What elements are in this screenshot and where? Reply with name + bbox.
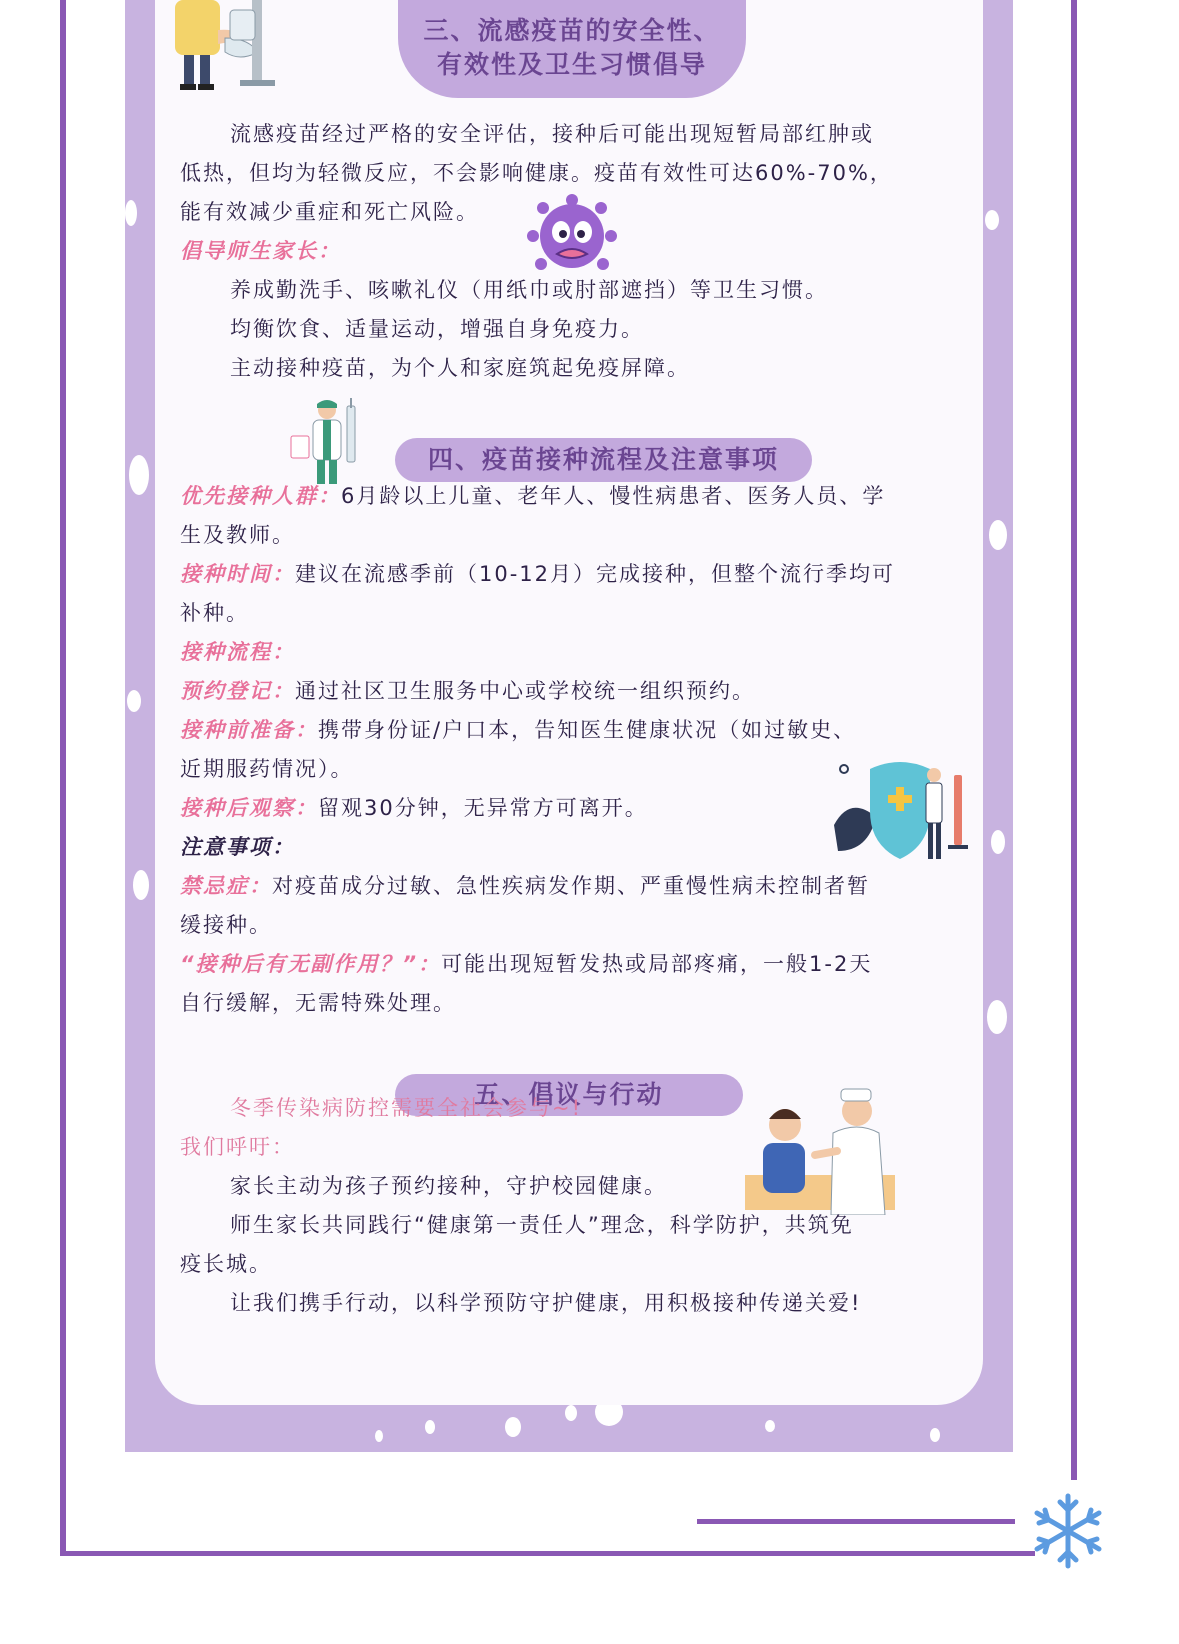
- decor-dot: [987, 1000, 1007, 1034]
- faq-text: 可能出现短暂发热或局部疼痛，一般1-2天: [441, 952, 873, 976]
- time-line: [180, 558, 895, 588]
- section-3-title-line2: 有效性及卫生习惯倡导: [436, 50, 707, 79]
- frame-left-line: [60, 0, 66, 1555]
- decor-dot: [565, 1405, 577, 1421]
- decor-dot: [989, 520, 1007, 550]
- decor-dot: [425, 1420, 435, 1434]
- prep-line: [180, 714, 856, 744]
- notes-label: 注意事项：: [180, 835, 295, 859]
- decor-dot: [985, 210, 999, 230]
- handwashing-illustration-icon: [170, 0, 285, 92]
- virus-mascot-icon: [523, 192, 621, 280]
- call-item-2: 师生家长共同践行“健康第一责任人”理念，科学防护，共筑免: [230, 1213, 854, 1237]
- slogan-text: 冬季传染病防控需要全社会参与~!: [230, 1096, 583, 1120]
- advocate-item-3: 主动接种疫苗，为个人和家庭筑起免疫屏障。: [230, 356, 690, 380]
- booking-line: [180, 675, 755, 705]
- faq-text-cont: 自行缓解，无需特殊处理。: [180, 991, 456, 1015]
- decor-dot: [375, 1430, 383, 1442]
- call-item-3: 让我们携手行动，以科学预防守护健康，用积极接种传递关爱!: [230, 1291, 862, 1315]
- call-item-1: 家长主动为孩子预约接种，守护校园健康。: [230, 1174, 667, 1198]
- call-item-2-cont: 疫长城。: [180, 1252, 272, 1276]
- section-3-paragraph-line3: 能有效减少重症和死亡风险。: [180, 200, 479, 224]
- decor-dot: [127, 690, 141, 712]
- doctor-syringe-illustration-icon: [287, 396, 372, 488]
- frame-right-line: [1071, 0, 1077, 1480]
- observe-text: 留观30分钟，无异常方可离开。: [318, 796, 648, 820]
- advocate-item-1: 养成勤洗手、咳嗽礼仪（用纸巾或肘部遮挡）等卫生习惯。: [230, 278, 828, 302]
- decor-dot: [129, 455, 149, 495]
- decor-dot: [125, 200, 137, 226]
- frame-bottom-accent-line: [697, 1519, 1015, 1524]
- advocate-item-2: 均衡饮食、适量运动，增强自身免疫力。: [230, 317, 644, 341]
- time-label: 接种时间：: [180, 562, 295, 586]
- priority-line: [180, 480, 885, 510]
- priority-label: 优先接种人群：: [180, 484, 341, 508]
- faq-label: “接种后有无副作用？”：: [180, 952, 442, 976]
- priority-text-cont: 生及教师。: [180, 523, 295, 547]
- advocate-label: 倡导师生家长：: [180, 239, 341, 263]
- section-3-title: [398, 0, 746, 98]
- frame-bottom-line: [60, 1551, 1035, 1556]
- section-4-title: 四、疫苗接种流程及注意事项: [395, 438, 812, 482]
- nurse-child-vaccination-icon: [745, 1085, 915, 1215]
- time-text-cont: 补种。: [180, 601, 249, 625]
- contra-text: 对疫苗成分过敏、急性疾病发作期、严重慢性病未控制者暂: [272, 874, 870, 898]
- prep-text-cont: 近期服药情况）。: [180, 757, 354, 781]
- section-3-title-line1: 三、流感疫苗的安全性、: [423, 16, 721, 45]
- prep-text: 携带身份证/户口本，告知医生健康状况（如过敏史、: [318, 718, 857, 742]
- decor-dot: [930, 1428, 940, 1442]
- booking-label: 预约登记：: [180, 679, 295, 703]
- contra-text-cont: 缓接种。: [180, 913, 272, 937]
- observe-line: [180, 792, 648, 822]
- section-3-paragraph-line1: 流感疫苗经过严格的安全评估，接种后可能出现短暂局部红肿或: [230, 122, 874, 146]
- section-5-title: 五、倡议与行动: [395, 1074, 743, 1116]
- contra-line: [180, 870, 870, 900]
- priority-text: 6月龄以上儿童、老年人、慢性病患者、医务人员、学: [341, 484, 886, 508]
- decor-dot: [133, 870, 149, 900]
- decor-dot: [991, 830, 1005, 854]
- section-3-paragraph-line2: 低热，但均为轻微反应，不会影响健康。疫苗有效性可达60%-70%，: [180, 161, 893, 185]
- call-label: 我们呼吁：: [180, 1135, 295, 1159]
- prep-label: 接种前准备：: [180, 718, 318, 742]
- shield-doctor-illustration-icon: [830, 755, 970, 870]
- process-label: 接种流程：: [180, 640, 295, 664]
- decor-dot: [505, 1417, 521, 1437]
- decor-dot: [765, 1420, 775, 1432]
- faq-line: [180, 948, 872, 978]
- time-text: 建议在流感季前（10-12月）完成接种，但整个流行季均可: [295, 562, 896, 586]
- contra-label: 禁忌症：: [180, 874, 272, 898]
- booking-text: 通过社区卫生服务中心或学校统一组织预约。: [295, 679, 755, 703]
- observe-label: 接种后观察：: [180, 796, 318, 820]
- snowflake-icon: [1027, 1490, 1109, 1572]
